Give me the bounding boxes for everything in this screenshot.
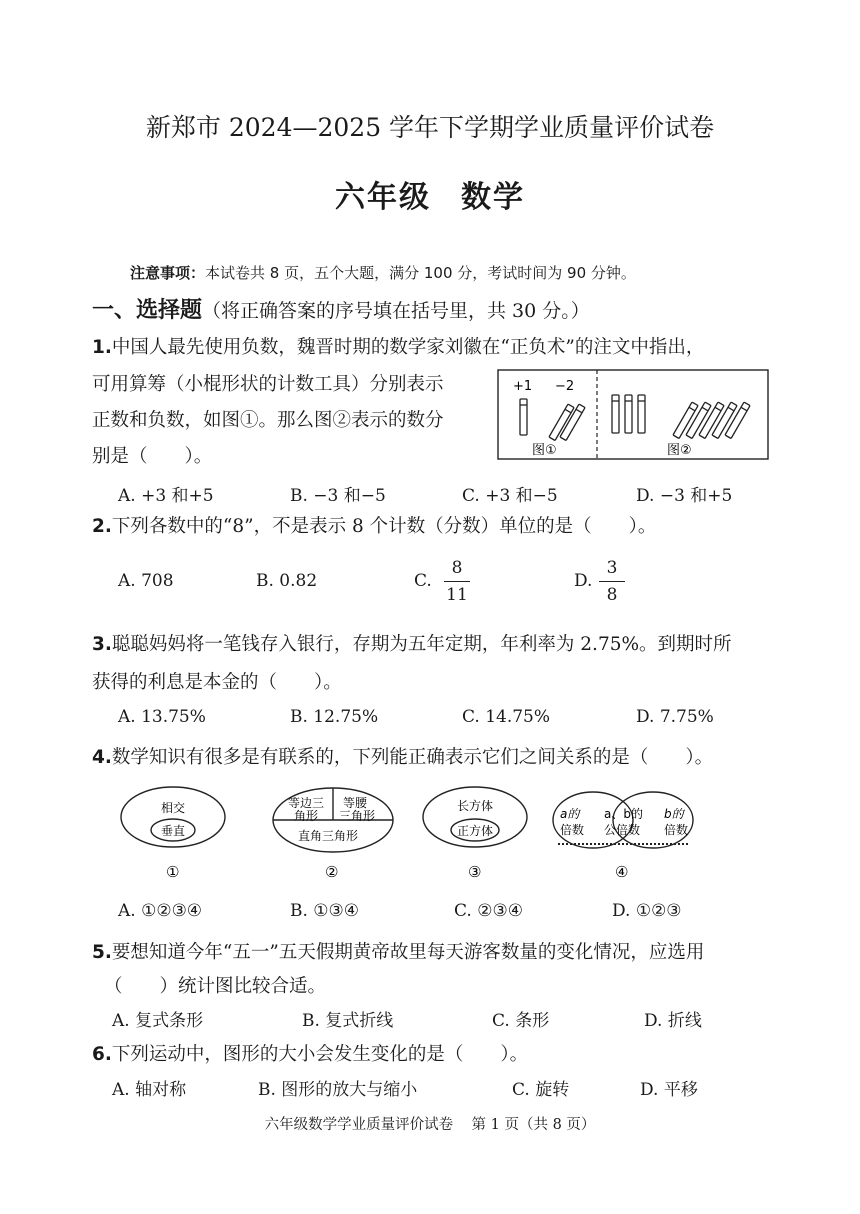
d2-left-1: 等边三 (288, 796, 325, 810)
q3-option-b: B. 12.75% (290, 707, 379, 727)
d2-label: ② (325, 863, 339, 881)
d1-inner: 垂直 (161, 824, 186, 838)
question-1-line1 (92, 333, 704, 359)
q3-option-a: A. 13.75% (118, 707, 206, 727)
q4-option-d: D. ①②③ (612, 901, 682, 921)
fig1-caption: 图① (532, 443, 557, 458)
question-text: 要想知道今年“五一”五天假期黄帝故里每天游客数量的变化情况，应选用 (111, 942, 705, 963)
question-3-line1 (92, 630, 732, 656)
d4-left-2: 倍数 (560, 823, 585, 837)
d4-label: ④ (615, 863, 629, 881)
q1-option-c: C. +3 和−5 (462, 486, 558, 506)
d4-right-2: 倍数 (664, 823, 689, 837)
q2-option-b: B. 0.82 (256, 571, 318, 591)
question-3-line2: 获得的利息是本金的（ ）。 (92, 672, 342, 693)
denominator: 11 (446, 585, 468, 605)
q2-fraction-c (444, 558, 470, 605)
d4-mid-1: a、b的 (604, 807, 643, 821)
d3-label: ③ (468, 863, 482, 881)
d2-right-2: 三角形 (339, 809, 376, 823)
q1-option-a: A. +3 和+5 (118, 486, 214, 506)
d4-right-1: b的 (664, 807, 684, 821)
question-text: 数学知识有很多是有联系的，下列能正确表示它们之间关系的是（ ）。 (111, 747, 714, 768)
q6-option-a: A. 轴对称 (112, 1080, 187, 1100)
d1-outer: 相交 (161, 801, 186, 815)
q4-option-c: C. ②③④ (454, 901, 523, 921)
question-number: 4. (92, 747, 112, 768)
fig1-negative-label: −2 (555, 379, 575, 394)
d2-bottom: 直角三角形 (298, 829, 359, 843)
q1-option-d: D. −3 和+5 (636, 486, 733, 506)
d2-left-2: 角形 (294, 809, 319, 823)
question-6 (92, 1040, 528, 1066)
q3-option-c: C. 14.75% (462, 707, 551, 727)
d1-label: ① (166, 863, 180, 881)
q2-fraction-d (599, 558, 625, 605)
footer-title: 六年级数学学业质量评价试卷 (264, 1117, 454, 1133)
exam-subtitle (0, 172, 860, 216)
q3-option-d: D. 7.75% (636, 707, 714, 727)
question-text: 聪聪妈妈将一笔钱存入银行，存期为五年定期，年利率为 2.75%。到期时所 (111, 634, 732, 655)
question-5-line2: （ ）统计图比较合适。 (104, 976, 327, 997)
question-text: 下列各数中的“8”，不是表示 8 个计数（分数）单位的是（ ）。 (111, 516, 657, 537)
question-1-line2: 可用算筹（小棍形状的计数工具）分别表示 (92, 374, 444, 395)
q5-option-d: D. 折线 (644, 1011, 702, 1031)
question-number: 3. (92, 634, 112, 655)
question-1-line3: 正数和负数，如图①。那么图②表示的数分 (92, 410, 444, 431)
question-1-line4: 别是（ ）。 (92, 446, 213, 467)
grade: 六年级 (335, 180, 431, 215)
subject: 数学 (461, 180, 525, 215)
diagram-1 (121, 787, 225, 847)
q6-option-b: B. 图形的放大与缩小 (258, 1080, 418, 1100)
numerator: 8 (451, 558, 463, 578)
question-number: 1. (92, 337, 112, 358)
d3-inner: 正方体 (457, 824, 494, 838)
question-number: 5. (92, 942, 112, 963)
section-instructions: （将正确答案的序号填在括号里，共 30 分。） (202, 300, 590, 322)
q2-option-c: C. (414, 571, 432, 591)
q6-option-d: D. 平移 (640, 1080, 698, 1100)
question-number: 2. (92, 516, 112, 537)
notice-label: 注意事项： (130, 264, 206, 282)
q5-option-b: B. 复式折线 (302, 1011, 394, 1031)
numerator: 3 (606, 558, 618, 578)
rod-icon (520, 399, 527, 435)
q4-option-b: B. ①③④ (290, 901, 360, 921)
counting-rods-figure (497, 369, 769, 461)
fig1-positive-label: +1 (513, 379, 533, 394)
section-title: 一、选择题 (92, 298, 203, 323)
question-text: 中国人最先使用负数，魏晋时期的数学家刘徽在“正负术”的注文中指出， (111, 337, 705, 358)
q4-option-a: A. ①②③④ (118, 901, 203, 921)
d4-mid-2: 公倍数 (604, 823, 641, 837)
relationship-diagrams (118, 784, 718, 884)
q1-option-b: B. −3 和−5 (290, 486, 386, 506)
q2-option-a: A. 708 (118, 571, 174, 591)
fig2-caption: 图② (667, 443, 692, 458)
question-4 (92, 743, 713, 769)
question-2 (92, 512, 656, 538)
exam-title: 新郑市 2024—2025 学年下学期学业质量评价试卷 (145, 113, 715, 142)
slanted-rods-icon (673, 402, 750, 438)
question-number: 6. (92, 1044, 112, 1065)
slanted-rods-icon (549, 404, 585, 440)
page-number: 第 1 页（共 8 页） (471, 1117, 596, 1133)
denominator: 8 (606, 585, 618, 605)
q2-option-d: D. (574, 571, 593, 591)
page-footer (0, 1113, 860, 1134)
d4-left-1: a的 (560, 807, 580, 821)
question-5-line1 (92, 938, 704, 964)
q6-option-c: C. 旋转 (512, 1080, 570, 1100)
vertical-rods-icon (612, 395, 645, 433)
notice-text: 本试卷共 8 页，五个大题，满分 100 分，考试时间为 90 分钟。 (205, 264, 636, 282)
question-text: 下列运动中，图形的大小会发生变化的是（ ）。 (111, 1044, 529, 1065)
d3-outer: 长方体 (457, 799, 494, 813)
diagram-3 (423, 787, 527, 847)
section-heading (92, 293, 590, 324)
d2-right-1: 等腰 (343, 796, 368, 810)
q5-option-c: C. 条形 (492, 1011, 550, 1031)
notice (130, 262, 636, 283)
q5-option-a: A. 复式条形 (112, 1011, 204, 1031)
